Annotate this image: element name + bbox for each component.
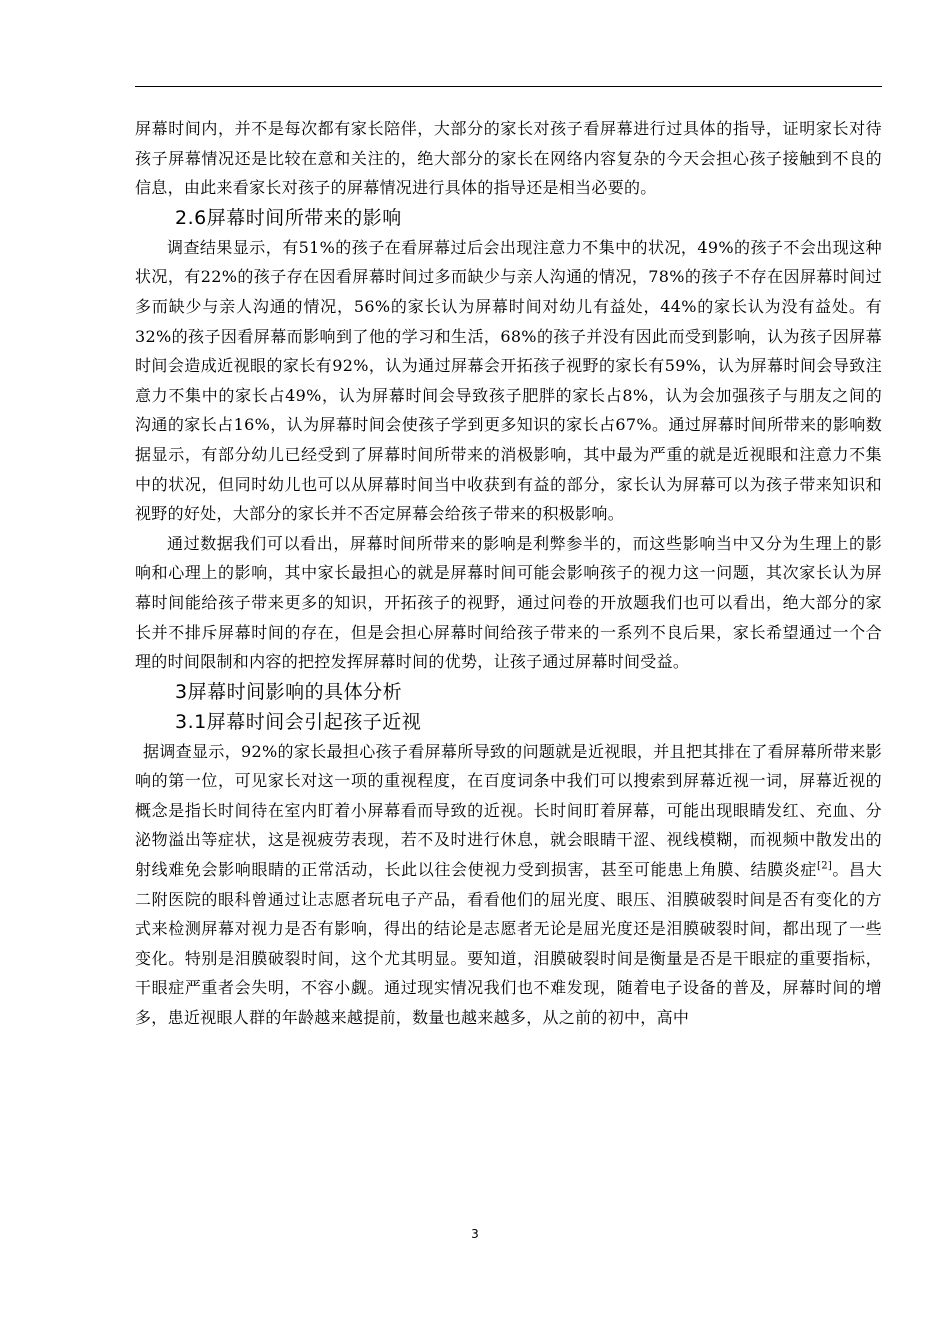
citation-ref[interactable]: [2]: [817, 860, 833, 872]
paragraph-4-text-a: 据调查显示，92%的家长最担心孩子看屏幕所导致的问题就是近视眼，并且把其排在了看屏幕所带来影响的第一位，可见家长对这一项的重视程度，在百度词条中我们可以搜索到屏幕近视一词，屏幕近视的概念是指长时间待在室内盯着小屏幕看而导致的近视。长时间盯着屏幕，可能出现眼睛发红、充血、分泌物溢出等症状，这是视疲劳表现，若不及时进行休息，就会眼睛干涩、视线模糊，而视频中散发出的射线难免会影响眼睛的正常活动，长此以往会使视力受到损害，甚至可能患上角膜、结膜炎症: [135, 741, 882, 880]
section-heading-3: 3屏幕时间影响的具体分析: [175, 680, 403, 703]
paragraph-1: 屏幕时间内，并不是每次都有家长陪伴，大部分的家长对孩子看屏幕进行过具体的指导，证明家长对待孩子屏幕情况还是比较在意和关注的，绝大部分的家长在网络内容复杂的今天会担心孩子接触到不良的信息，由此来看家长对孩子的屏幕情况进行具体的指导还是相当必要的。: [135, 119, 882, 198]
paragraph-4-text-b: 。昌大二附医院的眼科曾通过让志愿者玩电子产品，看看他们的屈光度、眼压、泪膜破裂时间是否有变化的方式来检测屏幕对视力是否有影响，得出的结论是志愿者无论是屈光度还是泪膜破裂时间，都出现了一些变化。特别是泪膜破裂时间，这个尤其明显。要知道，泪膜破裂时间是衡量是否是干眼症的重要指标，干眼症严重者会失明，不容小觑。通过现实情况我们也不难发现，随着电子设备的普及，屏幕时间的增多，患近视眼人群的年龄越来越提前，数量也越来越多，从之前的初中，高中: [135, 860, 882, 1028]
paragraph-4: [135, 737, 882, 1033]
section-heading-3-1: 3.1屏幕时间会引起孩子近视: [175, 710, 422, 733]
paragraph-3: 通过数据我们可以看出，屏幕时间所带来的影响是利弊参半的，而这些影响当中又分为生理上的影响和心理上的影响，其中家长最担心的就是屏幕时间可能会影响孩子的视力这一问题，其次家长认为屏幕时间能给孩子带来更多的知识，开拓孩子的视野，通过问卷的开放题我们也可以看出，绝大部分的家长并不排斥屏幕时间的存在，但是会担心屏幕时间给孩子带来的一系列不良后果，家长希望通过一个合理的时间限制和内容的把控发挥屏幕时间的优势，让孩子通过屏幕时间受益。: [135, 533, 882, 672]
paragraph-2: 调查结果显示，有51%的孩子在看屏幕过后会出现注意力不集中的状况，49%的孩子不会出现这种状况，有22%的孩子存在因看屏幕时间过多而缺少与亲人沟通的情况，78%的孩子不存在因屏幕时间过多而缺少与亲人沟通的情况，56%的家长认为屏幕时间对幼儿有益处，44%的家长认为没有益处。有32%的孩子因看屏幕而影响到了他的学习和生活，68%的孩子并没有因此而受到影响，认为孩子因屏幕时间会造成近视眼的家长有92%，认为通过屏幕会开拓孩子视野的家长有59%，认为屏幕时间会导致注意力不集中的家长占49%，认为屏幕时间会导致孩子肥胖的家长占8%，认为会加强孩子与朋友之间的沟通的家长占16%，认为屏幕时间会使孩子学到更多知识的家长占67%。通过屏幕时间所带来的影响数据显示，有部分幼儿已经受到了屏幕时间所带来的消极影响，其中最为严重的就是近视眼和注意力不集中的状况，但同时幼儿也可以从屏幕时间当中收获到有益的部分，家长认为屏幕可以为孩子带来知识和视野的好处，大部分的家长并不否定屏幕会给孩子带来的积极影响。: [135, 237, 882, 524]
header-rule: [135, 86, 882, 87]
page-number: 3: [471, 1227, 479, 1241]
document-body: [135, 114, 882, 1033]
section-heading-2-6: 2.6屏幕时间所带来的影响: [175, 206, 402, 229]
